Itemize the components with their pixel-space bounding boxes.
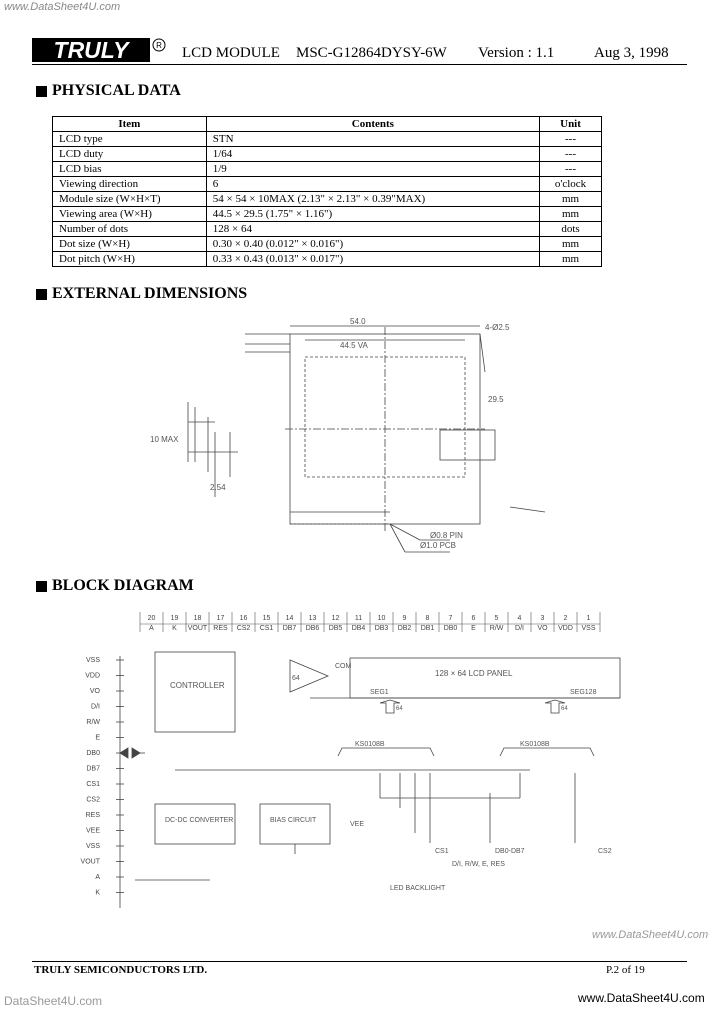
- cs1-label: CS1: [435, 848, 449, 855]
- left-signal: DB0: [86, 750, 100, 757]
- left-signal: VEE: [85, 827, 100, 835]
- controller-label: CONTROLLER: [170, 681, 225, 690]
- pin-name: DB5: [328, 625, 343, 632]
- pin-number: 19: [170, 615, 179, 622]
- pin-name: R/W: [489, 625, 504, 632]
- col-item: Item: [53, 117, 207, 132]
- watermark-right: www.DataSheet4U.com: [592, 929, 709, 941]
- pin-number: 7: [448, 615, 453, 622]
- cell-unit: o'clock: [540, 177, 602, 192]
- left-signal: VDD: [85, 672, 100, 680]
- left-signal: DB7: [86, 765, 100, 773]
- seg-count-right: 64: [561, 706, 568, 712]
- table-row: [53, 147, 602, 162]
- pin-number: 14: [285, 615, 294, 622]
- bullet-square-icon: [36, 581, 47, 592]
- pin-number: 20: [147, 615, 156, 622]
- ks-left: KS0108B: [355, 741, 385, 748]
- vee-label: VEE: [350, 821, 365, 828]
- left-signal: E: [95, 734, 100, 742]
- footer-page: P.2 of 19: [606, 964, 645, 976]
- controller-box: [155, 652, 235, 732]
- note-pin: Ø0.8 PIN: [430, 531, 463, 540]
- header-model: MSC-G12864DYSY-6W: [296, 45, 447, 61]
- pin-number: 3: [540, 615, 545, 622]
- seg-left: SEG1: [370, 689, 389, 696]
- ks-right: KS0108B: [520, 741, 550, 748]
- cell-unit: mm: [540, 252, 602, 267]
- com-count: 64: [292, 675, 300, 682]
- header-product: LCD MODULE: [182, 45, 280, 61]
- watermark-bottom-right: www.DataSheet4U.com: [578, 991, 705, 1005]
- pin-number: 4: [517, 615, 522, 622]
- cell-item: Module size (W×H×T): [53, 192, 207, 207]
- cell-item: LCD bias: [53, 162, 207, 177]
- seg-count-left: 64: [396, 706, 403, 712]
- cell-unit: mm: [540, 192, 602, 207]
- section-physical: [36, 82, 181, 100]
- pin-name: CS2: [236, 625, 251, 632]
- footer-company: TRULY SEMICONDUCTORS LTD.: [34, 964, 208, 976]
- section-block: [36, 577, 194, 595]
- col-contents: Contents: [206, 117, 539, 132]
- logo-text: TRULY: [53, 37, 129, 63]
- left-signal: VOUT: [80, 858, 100, 866]
- pin-name: VOUT: [187, 625, 208, 632]
- cell-unit: ---: [540, 132, 602, 147]
- pin-name: DB6: [305, 625, 320, 632]
- lcd-panel-label: 128 × 64 LCD PANEL: [435, 669, 513, 678]
- ctl-label: D/I, R/W, E, RES: [452, 861, 505, 868]
- backlight-label: LED BACKLIGHT: [390, 885, 446, 892]
- cell-item: LCD type: [53, 132, 207, 147]
- dim-right: 29.5: [488, 395, 504, 404]
- pin-name: RES: [213, 625, 228, 632]
- left-signal: RES: [85, 812, 100, 819]
- pin-header-table: [140, 612, 600, 632]
- cell-contents: 1/9: [206, 162, 539, 177]
- table-row: [53, 252, 602, 267]
- pin-name: E: [471, 625, 476, 632]
- left-signal: CS2: [86, 796, 100, 804]
- table-row: [53, 132, 602, 147]
- section-external: [36, 285, 247, 303]
- pin-number: 8: [425, 615, 430, 622]
- cell-contents: 6: [206, 177, 539, 192]
- left-signal: VSS: [85, 657, 100, 664]
- pin-number: 18: [193, 615, 202, 622]
- pin-name: DB7: [282, 625, 297, 632]
- pin-name: K: [172, 625, 177, 632]
- truly-logo: [32, 36, 172, 66]
- cs2-label: CS2: [598, 848, 612, 855]
- table-row: [53, 177, 602, 192]
- header-date: Aug 3, 1998: [594, 45, 669, 61]
- pin-number: 16: [239, 615, 248, 622]
- cell-unit: mm: [540, 237, 602, 252]
- pin-name: CS1: [259, 625, 274, 632]
- cell-contents: 1/64: [206, 147, 539, 162]
- pin-number: 15: [262, 615, 271, 622]
- cell-contents: STN: [206, 132, 539, 147]
- table-row: [53, 192, 602, 207]
- cell-item: Viewing direction: [53, 177, 207, 192]
- block-diagram: [80, 608, 640, 918]
- bias-box: [260, 804, 330, 844]
- pin-name: VSS: [581, 625, 596, 632]
- left-signal: K: [95, 889, 100, 897]
- dim-top: 54.0: [350, 317, 366, 326]
- pin-number: 1: [586, 615, 591, 622]
- pin-name: DB0: [443, 625, 458, 632]
- dim-pin: 2.54: [210, 483, 226, 492]
- watermark-top: www.DataSheet4U.com: [4, 1, 121, 13]
- cell-item: Dot pitch (W×H): [53, 252, 207, 267]
- db-label: DB0-DB7: [495, 848, 525, 855]
- pin-name: VDD: [558, 625, 573, 632]
- table-row: [53, 207, 602, 222]
- header-rule: [32, 64, 687, 65]
- pin-number: 17: [216, 615, 225, 622]
- cell-unit: mm: [540, 207, 602, 222]
- bullet-square-icon: [36, 86, 47, 97]
- pin-number: 6: [471, 615, 476, 622]
- svg-text:R: R: [156, 41, 162, 50]
- cell-contents: 44.5 × 29.5 (1.75" × 1.16"): [206, 207, 539, 222]
- cell-item: Number of dots: [53, 222, 207, 237]
- footer-rule: [32, 961, 687, 962]
- dim-hole: 4-Ø2.5: [485, 323, 510, 332]
- dim-va: 44.5 VA: [340, 341, 368, 350]
- pin-number: 12: [331, 615, 340, 622]
- cell-contents: 0.30 × 0.40 (0.012" × 0.016"): [206, 237, 539, 252]
- cell-item: Viewing area (W×H): [53, 207, 207, 222]
- table-row: [53, 237, 602, 252]
- dc-dc-box: [155, 804, 235, 844]
- table-row: [53, 222, 602, 237]
- table-header-row: [53, 117, 602, 132]
- cell-contents: 0.33 × 0.43 (0.013" × 0.017"): [206, 252, 539, 267]
- external-dimension-drawing: [140, 312, 560, 572]
- cell-contents: 128 × 64: [206, 222, 539, 237]
- bias-label: BIAS CIRCUIT: [270, 817, 317, 824]
- cell-item: LCD duty: [53, 147, 207, 162]
- note-pcb: Ø1.0 PCB: [420, 541, 457, 550]
- pin-number: 10: [377, 615, 386, 622]
- pin-name: A: [149, 625, 154, 632]
- pin-number: 11: [354, 615, 363, 622]
- com-label: COM: [335, 663, 352, 670]
- physical-data-table: [52, 116, 602, 267]
- pin-name: D/I: [515, 625, 524, 632]
- pin-name: DB4: [351, 625, 366, 632]
- bullet-square-icon: [36, 289, 47, 300]
- cell-unit: dots: [540, 222, 602, 237]
- pin-name: DB3: [374, 625, 389, 632]
- left-signal: VO: [89, 688, 100, 695]
- left-signal: R/W: [86, 719, 100, 726]
- cell-contents: 54 × 54 × 10MAX (2.13" × 2.13" × 0.39"MAX): [206, 192, 539, 207]
- pin-name: VO: [537, 625, 548, 632]
- cell-unit: ---: [540, 162, 602, 177]
- block-title: BLOCK DIAGRAM: [52, 577, 194, 594]
- cell-unit: ---: [540, 147, 602, 162]
- pin-number: 5: [494, 615, 499, 622]
- left-signal: VSS: [85, 843, 100, 850]
- watermark-bottom-left: DataSheet4U.com: [4, 994, 103, 1008]
- pin-name: DB2: [397, 625, 412, 632]
- header-version: Version : 1.1: [478, 45, 555, 61]
- table-row: [53, 162, 602, 177]
- external-title: EXTERNAL DIMENSIONS: [52, 285, 248, 302]
- left-signal: D/I: [91, 703, 100, 711]
- seg-right: SEG128: [570, 689, 597, 696]
- col-unit: Unit: [540, 117, 602, 132]
- left-signal: A: [95, 874, 100, 881]
- pin-name: DB1: [420, 625, 435, 632]
- physical-title: PHYSICAL DATA: [52, 82, 181, 99]
- pin-number: 2: [563, 615, 568, 622]
- pin-number: 13: [308, 615, 317, 622]
- dc-dc-label: DC-DC CONVERTER: [165, 817, 234, 824]
- pin-number: 9: [402, 615, 407, 622]
- dim-side: 10 MAX: [150, 435, 179, 444]
- cell-item: Dot size (W×H): [53, 237, 207, 252]
- left-signal: CS1: [86, 781, 100, 788]
